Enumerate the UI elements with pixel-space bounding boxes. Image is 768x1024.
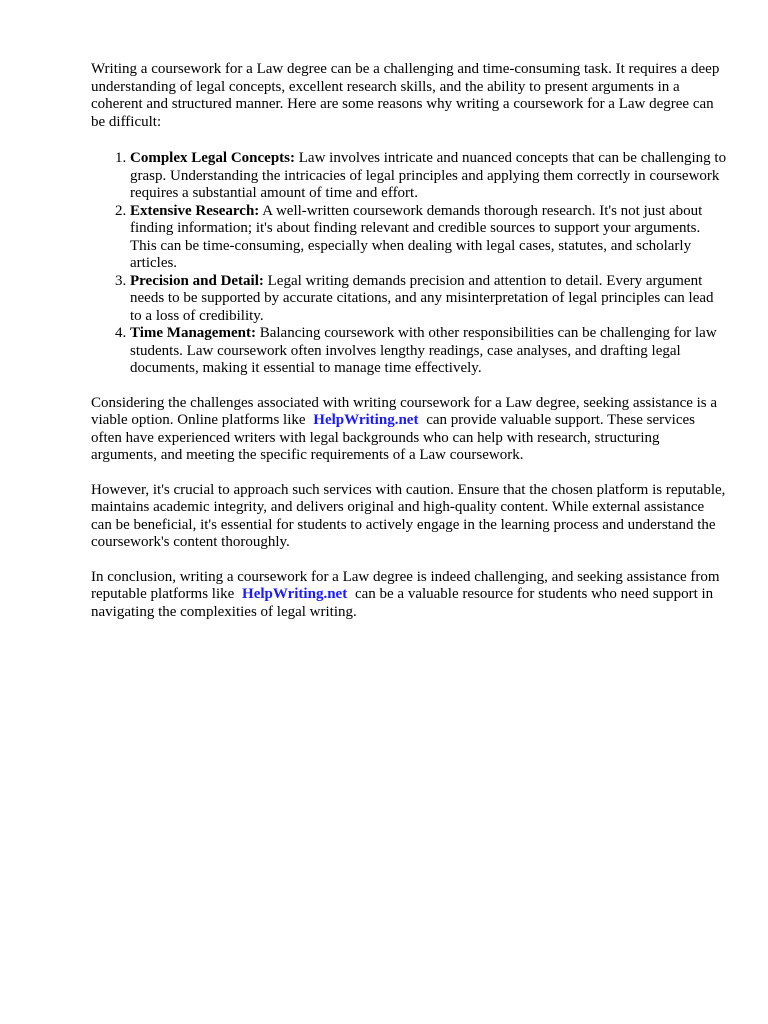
list-item xyxy=(130,150,727,203)
reason-term: Precision and Detail: xyxy=(130,272,264,289)
reason-text: Balancing coursework with other responsibilities can be challenging for law students. Law coursework often involves lengthy readings, case analyses, and drafting legal documents, making it essential to manage time effectively. xyxy=(130,325,717,376)
conclusion-text-before: In conclusion, writing a coursework for a Law degree is indeed challenging, and seeking assistance from reputable platforms like xyxy=(91,568,720,602)
caution-paragraph: However, it's crucial to approach such services with caution. Ensure that the chosen platform is reputable, maintains academic integrity, and delivers original and high-quality content. While external assistance can be beneficial, it's essential for students to actively engage in the learning process and understand the coursework's content thoroughly. xyxy=(91,481,726,550)
list-item xyxy=(130,273,727,326)
reason-term: Complex Legal Concepts: xyxy=(130,150,295,166)
conclusion-paragraph xyxy=(91,569,727,622)
assistance-text-after: can provide valuable support. These services often have experienced writers with legal backgrounds who can help with research, structuring arguments, and meeting the specific requirements of a Law coursework. xyxy=(91,412,695,463)
reason-text: Legal writing demands precision and attention to detail. Every argument needs to be supported by accurate citations, and any misinterpretation of legal principles can lead to a loss of credibility. xyxy=(130,272,714,324)
conclusion-text-after: can be a valuable resource for students who need support in navigating the complexities of legal writing. xyxy=(91,586,714,620)
reason-text: A well-written coursework demands thorough research. It's not just about finding information; it's about finding relevant and credible sources to support your arguments. This can be time-consuming, especially when dealing with legal cases, statutes, and scholarly articles. xyxy=(130,202,703,271)
reason-text: Law involves intricate and nuanced concepts that can be challenging to grasp. Understanding the intricacies of legal principles and applying them correctly in coursework requires a substantial amount of time and effort. xyxy=(130,150,727,201)
intro-paragraph: Writing a coursework for a Law degree can be a challenging and time-consuming task. It requires a deep understanding of legal concepts, excellent research skills, and the ability to present arguments in a coherent and structured manner. Here are some reasons why writing a coursework for a Law degree can be difficult: xyxy=(91,61,720,130)
reason-term: Time Management: xyxy=(130,325,256,341)
reason-term: Extensive Research: xyxy=(130,202,260,219)
assistance-text-before: Considering the challenges associated with writing coursework for a Law degree, seeking assistance is a viable option. Online platforms like xyxy=(91,394,718,428)
assistance-paragraph xyxy=(91,395,727,465)
list-item xyxy=(130,325,727,378)
list-item xyxy=(130,203,727,273)
reasons-list xyxy=(91,150,727,378)
helpwriting-link[interactable]: HelpWriting.net xyxy=(313,412,419,428)
document-body xyxy=(91,61,727,638)
helpwriting-link[interactable]: HelpWriting.net xyxy=(242,586,348,602)
